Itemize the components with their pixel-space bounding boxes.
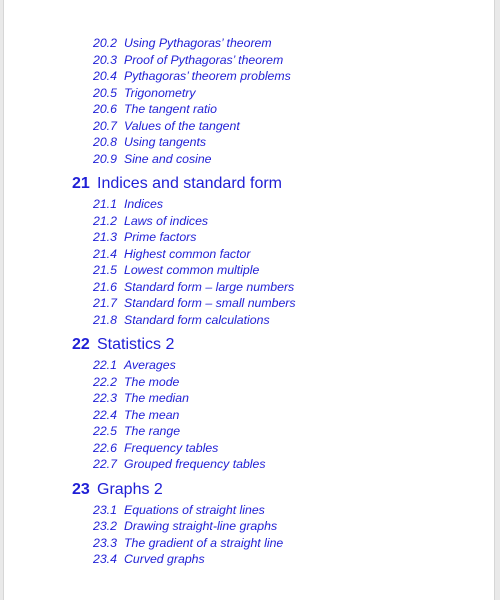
toc-section-21-3[interactable] xyxy=(4,229,494,246)
toc-section-22-1[interactable] xyxy=(4,357,494,374)
section-number: 23.4 xyxy=(93,552,117,566)
section-number: 22.4 xyxy=(93,407,117,422)
section-title: The mode xyxy=(124,374,180,389)
section-title: Trigonometry xyxy=(124,85,196,100)
section-number: 22.1 xyxy=(93,358,117,372)
chapter-title: Statistics 2 xyxy=(97,336,175,353)
section-number: 20.7 xyxy=(93,118,117,133)
toc-section-20-6[interactable] xyxy=(4,101,494,118)
section-title: Grouped frequency tables xyxy=(124,457,266,471)
chapter-number: 22 xyxy=(72,336,90,353)
toc-section-20-3[interactable] xyxy=(4,52,494,69)
toc-section-20-8[interactable] xyxy=(4,134,494,151)
table-of-contents xyxy=(4,35,494,568)
toc-section-21-7[interactable] xyxy=(4,295,494,312)
section-number: 20.2 xyxy=(93,36,117,50)
section-number: 21.1 xyxy=(93,197,117,211)
section-title: The range xyxy=(124,424,181,438)
section-title: Sine and cosine xyxy=(124,151,212,166)
chapter-title: Graphs 2 xyxy=(97,480,163,498)
section-number: 23.2 xyxy=(93,519,117,533)
section-title: Highest common factor xyxy=(124,246,251,261)
toc-section-20-7[interactable] xyxy=(4,118,494,135)
toc-section-21-8[interactable] xyxy=(4,312,494,329)
toc-chapter-23[interactable] xyxy=(4,477,494,502)
section-title: Pythagoras’ theorem problems xyxy=(124,69,291,83)
section-title: Standard form – large numbers xyxy=(124,279,295,294)
section-number: 20.9 xyxy=(93,151,117,166)
section-title: Averages xyxy=(124,358,176,372)
section-number: 20.3 xyxy=(93,52,117,67)
section-number: 22.6 xyxy=(93,440,117,455)
section-number: 21.6 xyxy=(93,279,117,294)
section-number: 20.4 xyxy=(93,69,117,83)
section-number: 21.5 xyxy=(93,263,117,277)
section-title: Laws of indices xyxy=(124,213,209,228)
section-number: 20.6 xyxy=(93,102,117,116)
section-title: Lowest common multiple xyxy=(124,263,260,277)
section-number: 23.1 xyxy=(93,502,117,517)
section-title: Equations of straight lines xyxy=(124,502,265,517)
toc-section-22-2[interactable] xyxy=(4,374,494,391)
toc-section-21-4[interactable] xyxy=(4,246,494,263)
toc-section-23-4[interactable] xyxy=(4,551,494,568)
toc-section-20-9[interactable] xyxy=(4,151,494,168)
toc-section-22-5[interactable] xyxy=(4,423,494,440)
section-title: Curved graphs xyxy=(124,552,205,566)
section-title: The tangent ratio xyxy=(124,102,217,116)
toc-section-20-5[interactable] xyxy=(4,85,494,102)
section-title: Using Pythagoras’ theorem xyxy=(124,36,272,50)
toc-section-22-4[interactable] xyxy=(4,407,494,424)
section-number: 21.4 xyxy=(93,246,117,261)
section-title: Proof of Pythagoras’ theorem xyxy=(124,52,284,67)
toc-section-23-3[interactable] xyxy=(4,535,494,552)
chapter-number: 21 xyxy=(72,175,90,192)
toc-section-22-3[interactable] xyxy=(4,390,494,407)
section-number: 22.3 xyxy=(93,391,117,405)
toc-section-22-6[interactable] xyxy=(4,440,494,457)
chapter-number: 23 xyxy=(72,480,90,498)
toc-section-20-2[interactable] xyxy=(4,35,494,52)
chapter-title: Indices and standard form xyxy=(97,175,282,192)
section-title: Drawing straight-line graphs xyxy=(124,519,278,533)
toc-chapter-21[interactable] xyxy=(4,171,494,196)
toc-section-22-7[interactable] xyxy=(4,456,494,473)
section-title: The mean xyxy=(124,407,180,422)
section-number: 20.8 xyxy=(93,135,117,149)
section-number: 21.3 xyxy=(93,230,117,244)
toc-chapter-22[interactable] xyxy=(4,332,494,357)
section-title: Standard form calculations xyxy=(124,312,270,327)
toc-section-20-4[interactable] xyxy=(4,68,494,85)
section-number: 23.3 xyxy=(93,535,117,550)
toc-section-23-2[interactable] xyxy=(4,518,494,535)
section-title: The gradient of a straight line xyxy=(124,535,284,550)
section-number: 22.5 xyxy=(93,424,117,438)
toc-section-21-1[interactable] xyxy=(4,196,494,213)
section-title: Indices xyxy=(124,197,163,211)
section-title: Frequency tables xyxy=(124,440,219,455)
section-title: Standard form – small numbers xyxy=(124,296,296,310)
toc-section-23-1[interactable] xyxy=(4,502,494,519)
section-title: Using tangents xyxy=(124,135,207,149)
toc-section-21-6[interactable] xyxy=(4,279,494,296)
section-number: 20.5 xyxy=(93,85,117,100)
section-number: 22.2 xyxy=(93,374,117,389)
section-number: 21.8 xyxy=(93,312,117,327)
section-title: Prime factors xyxy=(124,230,197,244)
toc-section-21-5[interactable] xyxy=(4,262,494,279)
toc-section-21-2[interactable] xyxy=(4,213,494,230)
section-title: The median xyxy=(124,391,189,405)
section-number: 21.2 xyxy=(93,213,117,228)
section-number: 22.7 xyxy=(93,457,117,471)
section-title: Values of the tangent xyxy=(124,118,240,133)
document-page xyxy=(3,0,495,600)
section-number: 21.7 xyxy=(93,296,117,310)
